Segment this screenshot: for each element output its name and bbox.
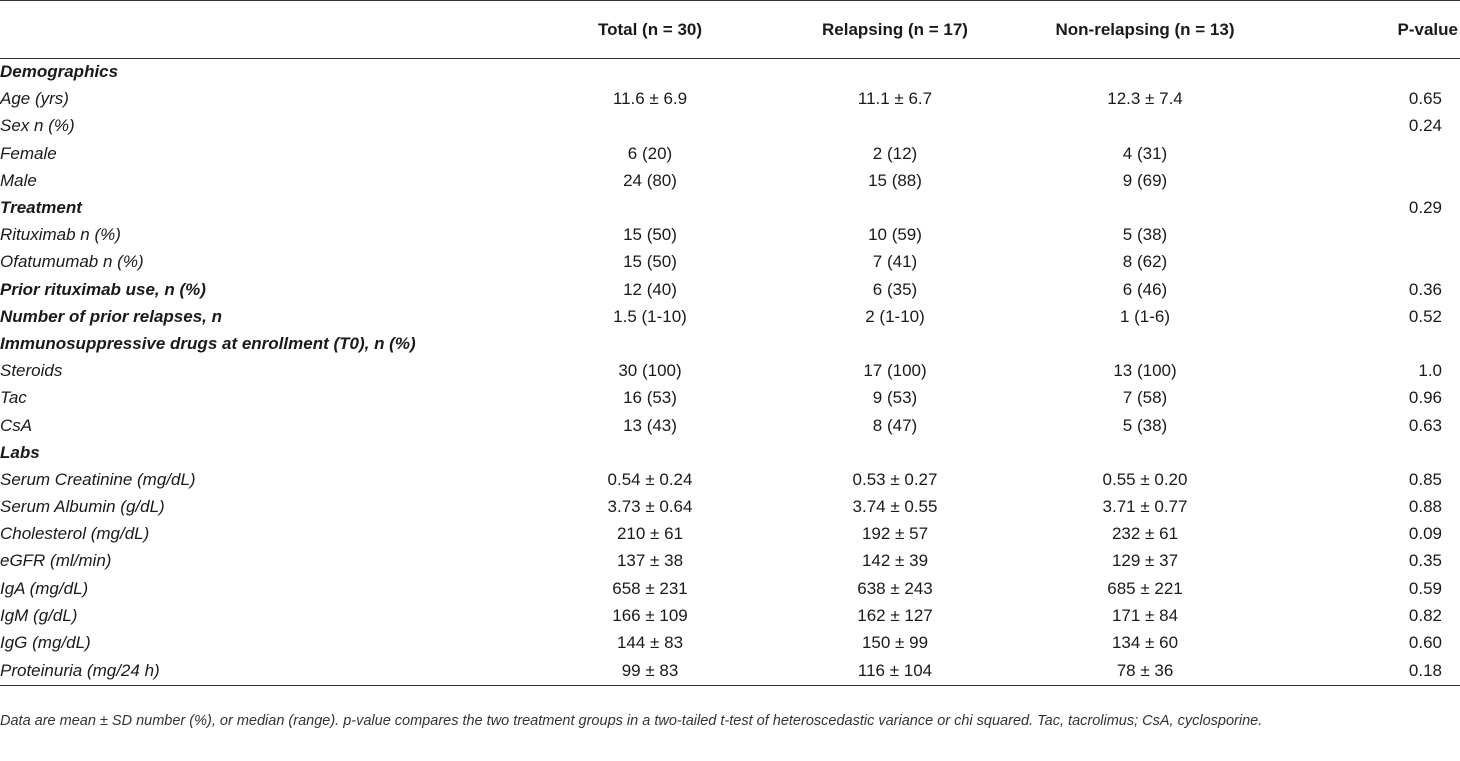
row-label: Serum Creatinine (mg/dL)	[0, 469, 196, 489]
cell-non-relapsing: 134 ± 60	[1111, 633, 1179, 653]
cell-non-relapsing: 5 (38)	[1122, 415, 1168, 435]
cell-non-relapsing	[990, 330, 1300, 357]
cell-relapsing: 638 ± 243	[857, 578, 933, 598]
cell-relapsing: 116 ± 104	[800, 657, 990, 686]
cell-p-value	[1300, 140, 1460, 167]
table-header-row	[0, 1, 1460, 59]
cell-non-relapsing: 12.3 ± 7.4	[1107, 89, 1183, 109]
table-section-row	[0, 276, 1460, 303]
table-section-row	[0, 194, 1460, 221]
cell-total: 15 (50)	[623, 225, 677, 245]
row-label: Steroids	[0, 361, 63, 381]
cell-total: 11.6 ± 6.9	[612, 89, 688, 109]
table-row	[0, 548, 1460, 575]
cell-relapsing: 150 ± 99	[861, 633, 929, 653]
table-row	[0, 494, 1460, 521]
cell-relapsing: 0.53 ± 0.27	[852, 469, 938, 489]
cell-total: 0.54 ± 0.24	[607, 469, 693, 489]
cell-total: 137 ± 38	[616, 551, 684, 571]
header-total: Total (n = 30)	[500, 1, 800, 59]
cell-relapsing: 10 (59)	[868, 225, 922, 245]
cell-p-value: 1.0	[1418, 361, 1442, 381]
cell-relapsing: 11.1 ± 6.7	[857, 89, 933, 109]
row-label: Age (yrs)	[0, 89, 69, 109]
cell-total: 15 (50)	[623, 252, 677, 272]
cell-total	[500, 59, 800, 86]
cell-non-relapsing: 9 (69)	[1122, 170, 1168, 190]
cell-total: 6 (20)	[627, 143, 673, 163]
cell-relapsing: 3.74 ± 0.55	[852, 497, 938, 517]
row-label: IgA (mg/dL)	[0, 578, 89, 598]
table-row	[0, 222, 1460, 249]
table-row	[0, 167, 1460, 194]
cell-total: 166 ± 109	[612, 605, 688, 625]
cell-non-relapsing: 5 (38)	[1122, 225, 1168, 245]
cell-relapsing: 162 ± 127	[857, 605, 933, 625]
table-section-row	[0, 303, 1460, 330]
table-row	[0, 602, 1460, 629]
cell-p-value	[1300, 222, 1460, 249]
row-label: Demographics	[0, 62, 119, 82]
cell-relapsing: 15 (88)	[868, 170, 922, 190]
row-label: Male	[0, 170, 37, 190]
table-row	[0, 412, 1460, 439]
table-footnote: Data are mean ± SD number (%), or median (range). p-value compares the two treatment groups in a two-tailed t-test of heteroscedastic variance or chi squared. Tac, tacrolimus; CsA, cyclosporine.	[0, 713, 1263, 729]
cell-non-relapsing	[990, 113, 1300, 140]
cell-total	[500, 330, 800, 357]
header-label	[0, 1, 500, 59]
row-label: Serum Albumin (g/dL)	[0, 497, 165, 517]
cell-relapsing	[800, 330, 990, 357]
table-row	[0, 521, 1460, 548]
cell-non-relapsing: 8 (62)	[1122, 252, 1168, 272]
cell-p-value: 0.60	[1408, 633, 1442, 653]
header-relapsing: Relapsing (n = 17)	[800, 1, 990, 59]
table-row	[0, 466, 1460, 493]
table-row	[0, 385, 1460, 412]
cell-total: 1.5 (1-10)	[613, 306, 687, 326]
cell-p-value: 0.88	[1408, 497, 1442, 517]
cell-relapsing: 192 ± 57	[861, 524, 929, 544]
cell-p-value: 0.36	[1408, 279, 1442, 299]
cell-p-value: 0.24	[1408, 116, 1442, 136]
cell-non-relapsing: 6 (46)	[1122, 279, 1168, 299]
row-label: Treatment	[0, 198, 82, 218]
cell-non-relapsing	[990, 59, 1300, 86]
cell-p-value: 0.18	[1300, 657, 1460, 686]
cell-relapsing	[800, 113, 990, 140]
row-label: Sex n (%)	[0, 116, 75, 136]
header-non-relapsing: Non-relapsing (n = 13)	[990, 1, 1300, 59]
cell-total: 24 (80)	[623, 170, 677, 190]
cell-p-value: 0.35	[1408, 551, 1442, 571]
cell-total: 16 (53)	[623, 388, 677, 408]
cell-p-value	[1300, 249, 1460, 276]
table-row	[0, 140, 1460, 167]
table-section-row	[0, 439, 1460, 466]
cell-non-relapsing: 3.71 ± 0.77	[1102, 497, 1188, 517]
cell-p-value: 0.52	[1408, 306, 1442, 326]
cell-total: 210 ± 61	[616, 524, 684, 544]
cell-non-relapsing: 13 (100)	[1113, 361, 1177, 381]
cell-non-relapsing: 129 ± 37	[1111, 551, 1179, 571]
cell-p-value	[1300, 330, 1460, 357]
cell-relapsing: 7 (41)	[872, 252, 918, 272]
cell-p-value: 0.63	[1408, 415, 1442, 435]
cell-non-relapsing: 4 (31)	[1122, 143, 1168, 163]
row-label: Number of prior relapses, n	[0, 306, 222, 326]
cell-non-relapsing	[990, 194, 1300, 221]
cell-p-value: 0.59	[1408, 578, 1442, 598]
cell-p-value	[1300, 167, 1460, 194]
row-label: Tac	[0, 388, 27, 408]
cell-p-value: 0.82	[1408, 605, 1442, 625]
row-label: Ofatumumab n (%)	[0, 252, 144, 272]
cell-p-value	[1300, 59, 1460, 86]
cell-p-value: 0.96	[1408, 388, 1442, 408]
cell-total: 12 (40)	[623, 279, 677, 299]
row-label: Prior rituximab use, n (%)	[0, 279, 206, 299]
table-row	[0, 575, 1460, 602]
cell-relapsing	[800, 439, 990, 466]
cell-p-value: 0.09	[1408, 524, 1442, 544]
row-label: CsA	[0, 415, 33, 435]
cell-non-relapsing: 0.55 ± 0.20	[1102, 469, 1188, 489]
cell-relapsing: 9 (53)	[872, 388, 918, 408]
cell-non-relapsing: 232 ± 61	[1111, 524, 1179, 544]
cell-non-relapsing	[990, 439, 1300, 466]
cell-relapsing: 142 ± 39	[861, 551, 929, 571]
cell-relapsing: 2 (12)	[872, 143, 918, 163]
cell-relapsing: 8 (47)	[872, 415, 918, 435]
cell-total	[500, 113, 800, 140]
cell-relapsing: 17 (100)	[863, 361, 927, 381]
row-label: eGFR (ml/min)	[0, 551, 112, 571]
table-section-row	[0, 59, 1460, 86]
cell-total: 30 (100)	[618, 361, 682, 381]
table-row	[0, 629, 1460, 656]
cell-total: 658 ± 231	[612, 578, 688, 598]
table-row	[0, 249, 1460, 276]
row-label: Labs	[0, 442, 40, 462]
table-row	[0, 657, 1460, 686]
cell-non-relapsing: 685 ± 221	[1107, 578, 1183, 598]
cell-relapsing: 6 (35)	[872, 279, 918, 299]
row-label: IgM (g/dL)	[0, 605, 78, 625]
row-label: Immunosuppressive drugs at enrollment (T0), n (%)	[0, 333, 416, 353]
table-section-row	[0, 330, 1460, 357]
cell-p-value: 0.65	[1408, 89, 1442, 109]
header-p-value: P-value	[1300, 1, 1460, 59]
cell-total	[500, 194, 800, 221]
row-label: Rituximab n (%)	[0, 225, 121, 245]
cell-non-relapsing: 1 (1-6)	[1119, 306, 1171, 326]
cell-total: 13 (43)	[623, 415, 677, 435]
cell-p-value	[1300, 439, 1460, 466]
row-label: Proteinuria (mg/24 h)	[0, 657, 500, 686]
table-row	[0, 113, 1460, 140]
cell-relapsing	[800, 59, 990, 86]
table-body	[0, 59, 1460, 686]
cell-non-relapsing: 171 ± 84	[1111, 605, 1179, 625]
cell-non-relapsing: 7 (58)	[1122, 388, 1168, 408]
cell-p-value: 0.29	[1408, 198, 1442, 218]
cell-total: 99 ± 83	[500, 657, 800, 686]
cell-total: 144 ± 83	[616, 633, 684, 653]
row-label: IgG (mg/dL)	[0, 633, 91, 653]
table-row	[0, 86, 1460, 113]
cell-total	[500, 439, 800, 466]
table-row	[0, 358, 1460, 385]
cell-total: 3.73 ± 0.64	[607, 497, 693, 517]
row-label: Cholesterol (mg/dL)	[0, 524, 150, 544]
cell-relapsing	[800, 194, 990, 221]
cell-non-relapsing: 78 ± 36	[990, 657, 1300, 686]
cell-relapsing: 2 (1-10)	[865, 306, 925, 326]
cell-p-value: 0.85	[1408, 469, 1442, 489]
row-label: Female	[0, 143, 57, 163]
